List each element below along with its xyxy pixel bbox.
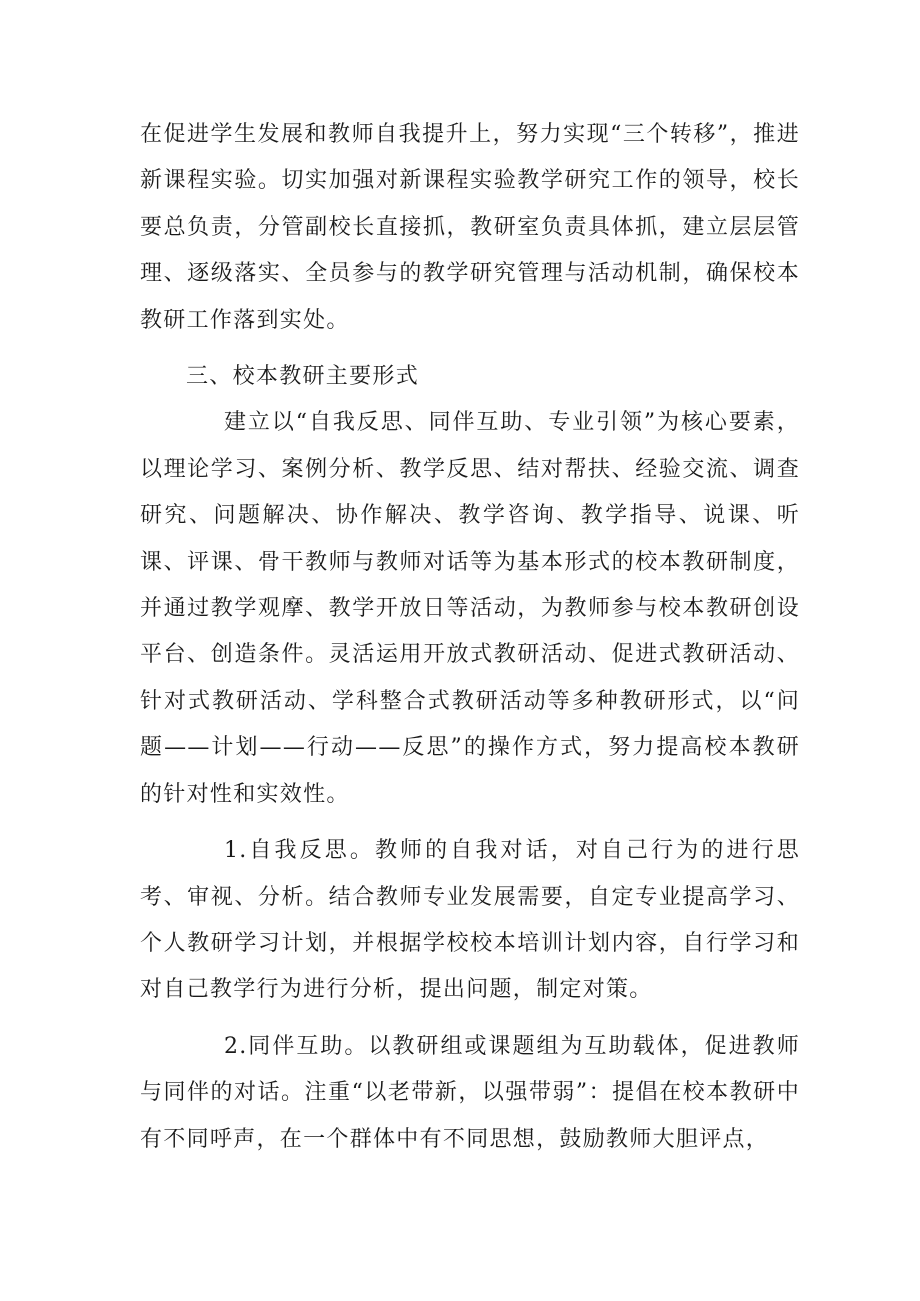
paragraph-peer-support: 2.同伴互助。以教研组或课题组为互助载体，促进教师与同伴的对话。注重“以老带新，以强带弱”：提倡在校本教研中有不同呼声，在一个群体中有不同思想，鼓励教师大胆评点， <box>140 1033 800 1152</box>
paragraph-self-reflection: 1.自我反思。教师的自我对话，对自己行为的进行思考、审视、分析。结合教师专业发展需要，自定专业提高学习、个人教研学习计划，并根据学校校本培训计划内容，自行学习和对自己教学行为进行分析，提出问题，制定对策。 <box>140 838 800 1003</box>
paragraph-forms: 建立以“自我反思、同伴互助、专业引领”为核心要素，以理论学习、案例分析、教学反思、结对帮扶、经验交流、调查研究、问题解决、协作解决、教学咨询、教学指导、说课、听课、评课、骨干教师与教师对话等为基本形式的校本教研制度，并通过教学观摩、教学开放日等活动，为教师参与校本教研创设平台、创造条件。灵活运用开放式教研活动、促进式教研活动、针对式教研活动、学科整合式教研活动等多种教研形式，以“问题——计划——行动——反思”的操作方式，努力提高校本教研的针对性和实效性。 <box>140 410 800 807</box>
document-body <box>140 112 800 1163</box>
paragraph-continuation: 在促进学生发展和教师自我提升上，努力实现“三个转移”，推进新课程实验。切实加强对新课程实验教学研究工作的领导，校长要总负责，分管副校长直接抓，教研室负责具体抓，建立层层管理、逐级落实、全员参与的教学研究管理与活动机制，确保校本教研工作落到实处。 <box>140 122 800 333</box>
section-heading: 三、校本教研主要形式 <box>186 364 420 390</box>
